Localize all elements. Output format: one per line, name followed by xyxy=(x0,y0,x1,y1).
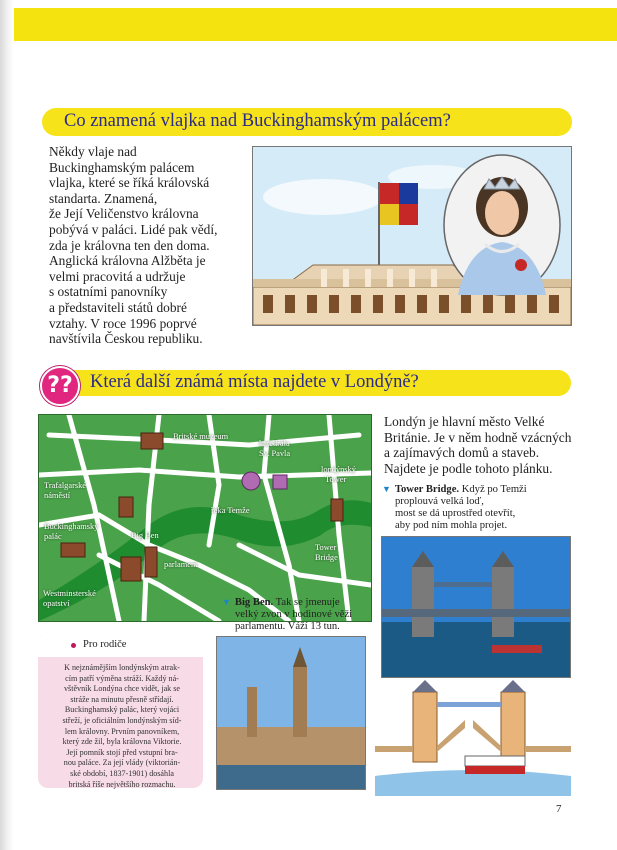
label-line: londýnský xyxy=(321,465,356,474)
label-line: Westminsterské xyxy=(43,589,96,598)
parents-info-box xyxy=(38,633,203,788)
text-line: který zde žil, byla královna Viktorie. xyxy=(62,737,182,747)
caption-title: Tower Bridge. xyxy=(394,484,460,495)
label-line: Bridge xyxy=(315,552,338,562)
caption-line: velký zvon v hodinové věži xyxy=(235,609,353,620)
text-line: s ostatními panovníky xyxy=(49,284,168,300)
text-line: Někdy vlaje nad xyxy=(49,144,137,159)
map-label-thames: řeka Temže xyxy=(211,506,250,515)
heading-pill-2 xyxy=(60,370,571,396)
text-line: a zajímavých domů a staveb. xyxy=(384,445,540,461)
caption-text: Tak se jmenuje xyxy=(275,597,340,608)
page-number: 7 xyxy=(556,803,562,815)
bullet-dot-icon xyxy=(71,643,76,648)
caption-line: most se dá uprostřed otevřít, xyxy=(395,508,516,519)
text-line: zda je královna ten den doma. xyxy=(49,237,210,253)
map-label-british-museum: Britské muzeum xyxy=(173,432,229,441)
map-label-buckingham xyxy=(44,522,98,541)
text-line: cím patří výměna stráží. Každý ná- xyxy=(65,673,179,683)
text-line: velmi pracovitá a udržuje xyxy=(49,268,186,284)
text-line: standarta. Znamená, xyxy=(49,190,158,206)
text-line: britská říše největšího rozmachu. xyxy=(68,779,176,789)
label-line: palác xyxy=(44,531,62,541)
top-yellow-band xyxy=(14,8,617,41)
parents-box-header xyxy=(38,633,203,657)
text-line: vštěvník Londýna chce vidět, jak se xyxy=(64,684,180,694)
london-map xyxy=(38,414,372,622)
text-line: ské období, 1837-1901) dosáhla xyxy=(70,768,174,778)
text-line: lem královny. Prvním panovníkem, xyxy=(64,726,180,736)
palace-drawing xyxy=(253,147,571,325)
map-label-tower-bridge xyxy=(315,543,338,562)
binding-edge xyxy=(0,0,14,850)
intro-paragraph xyxy=(49,144,249,347)
triangle-bullet-icon: ▼ xyxy=(382,484,391,494)
label-line: Tower xyxy=(325,474,347,484)
text-line: pobývá v paláci. Lidé pak vědí, xyxy=(49,221,218,237)
parents-box-title: Pro rodiče xyxy=(83,639,127,650)
text-line: vlajka, které se říká královská xyxy=(49,175,210,191)
section-heading-buckingham: Co znamená vlajka nad Buckinghamským palácem? xyxy=(64,111,451,131)
text-line: navštívila Českou republiku. xyxy=(49,331,203,347)
triangle-bullet-icon: ▼ xyxy=(222,597,231,607)
question-icon: ?? xyxy=(40,366,80,406)
heading-pill-1 xyxy=(42,108,572,136)
caption-line: proplouvá velká loď, xyxy=(395,496,484,507)
label-line: opatství xyxy=(43,598,70,608)
label-line: Trafalgarské xyxy=(44,481,87,490)
caption-title: Big Ben. xyxy=(234,597,274,608)
map-label-st-pauls xyxy=(259,439,290,458)
text-line: střeží, je oficiálním londýnským síd- xyxy=(62,715,182,725)
text-line: stráže na minutu přesně střídají. xyxy=(70,694,174,704)
text-line: a představiteli států dobré xyxy=(49,299,187,315)
map-label-tower xyxy=(321,465,356,484)
label-line: Buckinghamský xyxy=(44,522,99,531)
caption-line: aby pod ním mohla projet. xyxy=(395,520,508,531)
tower-bridge-caption xyxy=(382,483,582,532)
caption-text: Když po Temži xyxy=(461,484,527,495)
map-label-trafalgar xyxy=(44,481,86,500)
map-label-westminster xyxy=(43,589,96,608)
parliament-drawing xyxy=(217,637,365,789)
text-line: Británie. Je v něm hodně vzácných xyxy=(384,429,572,445)
big-ben-caption xyxy=(222,596,382,633)
caption-line xyxy=(222,596,382,609)
text-line: K nejznámějším londýnským atrak- xyxy=(64,663,180,672)
text-line: že Její Veličenstvo královna xyxy=(49,206,199,222)
text-line: Buckinghamský palác, který vojáci xyxy=(64,705,180,715)
tower-bridge-drawing xyxy=(382,537,570,677)
label-line: Tower xyxy=(315,543,337,552)
tower-bridge-illustration xyxy=(375,680,571,796)
tower-bridge-sketch xyxy=(375,680,571,796)
london-intro xyxy=(384,414,584,476)
label-line: katedrála xyxy=(259,439,290,448)
text-line: nou paláce. Za její vlády (viktorián- xyxy=(63,758,181,768)
section-heading-london: Která další známá místa najdete v Londýně? xyxy=(90,372,419,392)
parents-box-text xyxy=(52,663,192,790)
text-line: Její pomník stojí před vstupní bra- xyxy=(66,747,178,757)
label-line: náměstí xyxy=(44,490,71,500)
buckingham-palace-illustration xyxy=(252,146,572,326)
text-line: Londýn je hlavní město Velké xyxy=(384,414,545,429)
map-label-big-ben: Big Ben xyxy=(131,531,159,540)
text-line: Buckinghamským palácem xyxy=(49,159,195,175)
label-line: Sv. Pavla xyxy=(259,448,291,458)
tower-bridge-photo xyxy=(381,536,571,678)
map-label-parliament: parlament xyxy=(164,560,198,569)
caption-line xyxy=(382,483,582,496)
text-line: Anglická královna Alžběta je xyxy=(49,253,206,269)
text-line: Najdete je podle tohoto plánku. xyxy=(384,460,553,476)
text-line: vztahy. V roce 1996 poprvé xyxy=(49,315,197,331)
big-ben-photo xyxy=(216,636,366,790)
caption-line: parlamentu. Váží 13 tun. xyxy=(235,621,340,632)
